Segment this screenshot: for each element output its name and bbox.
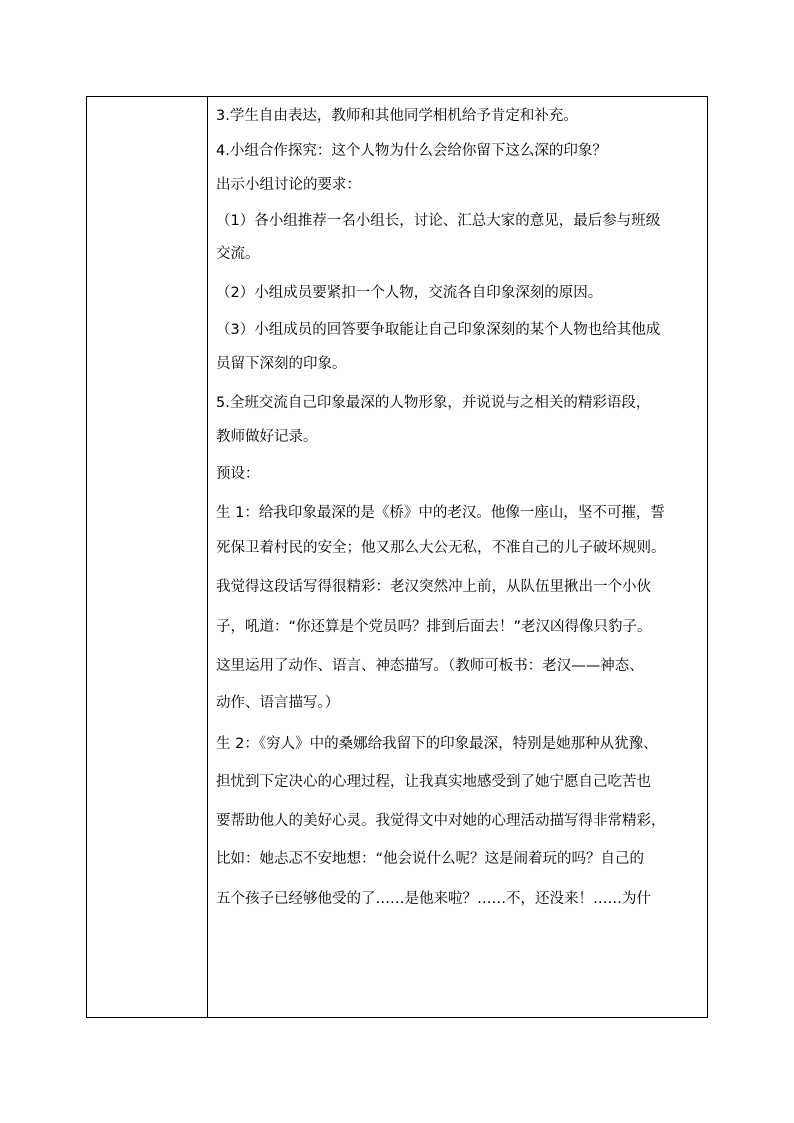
text-line: 生 1：给我印象最深的是《桥》中的老汉。他像一座山，坚不可摧，誓	[216, 505, 665, 521]
text-line: 员留下深刻的印象。	[216, 356, 347, 372]
text-line: 担忧到下定决心的心理过程，让我真实地感受到了她宁愿自己吃苦也	[216, 774, 651, 790]
text-line: 预设：	[216, 466, 260, 482]
table-content-cell	[216, 96, 704, 917]
text-line: 动作、语言描写。）	[216, 695, 340, 711]
text-line: 3.学生自由表达，教师和其他同学相机给予肯定和补充。	[216, 108, 578, 124]
text-line: 五个孩子已经够他受的了……是他来啦？……不，还没来！……为什	[216, 891, 651, 907]
text-line: 交流。	[216, 246, 260, 262]
text-line: 要帮助他人的美好心灵。我觉得文中对她的心理活动描写得非常精彩，	[216, 813, 666, 829]
text-line: 我觉得这段话写得很精彩：老汉突然冲上前，从队伍里揪出一个小伙	[216, 579, 651, 595]
text-line: （3）小组成员的回答要争取能让自己印象深刻的某个人物也给其他成	[216, 322, 661, 338]
text-line: 这里运用了动作、语言、神态描写。（教师可板书：老汉——神态、	[216, 658, 644, 674]
text-line: 生 2：《穷人》中的桑娜给我留下的印象最深，特别是她那种从犹豫、	[216, 736, 658, 752]
text-line: 子，吼道：“你还算是个党员吗？排到后面去！”老汉凶得像只豹子。	[216, 619, 652, 635]
text-line: 教师做好记录。	[216, 429, 318, 445]
column-divider	[207, 96, 208, 1018]
text-line: 死保卫着村民的安全；他又那么大公无私，不准自己的儿子破坏规则。	[216, 540, 666, 556]
text-line: 5.全班交流自己印象最深的人物形象，并说说与之相关的精彩语段，	[216, 395, 651, 411]
text-line: （2）小组成员要紧扣一个人物，交流各自印象深刻的原因。	[216, 285, 603, 301]
text-line: （1）各小组推荐一名小组长，讨论、汇总大家的意见，最后参与班级	[216, 213, 661, 229]
text-line: 4.小组合作探究：这个人物为什么会给你留下这么深的印象？	[216, 143, 607, 159]
text-line: 比如：她忐忑不安地想：“他会说什么呢？这是闹着玩的吗？自己的	[216, 851, 645, 867]
text-line: 出示小组讨论的要求：	[216, 177, 361, 193]
